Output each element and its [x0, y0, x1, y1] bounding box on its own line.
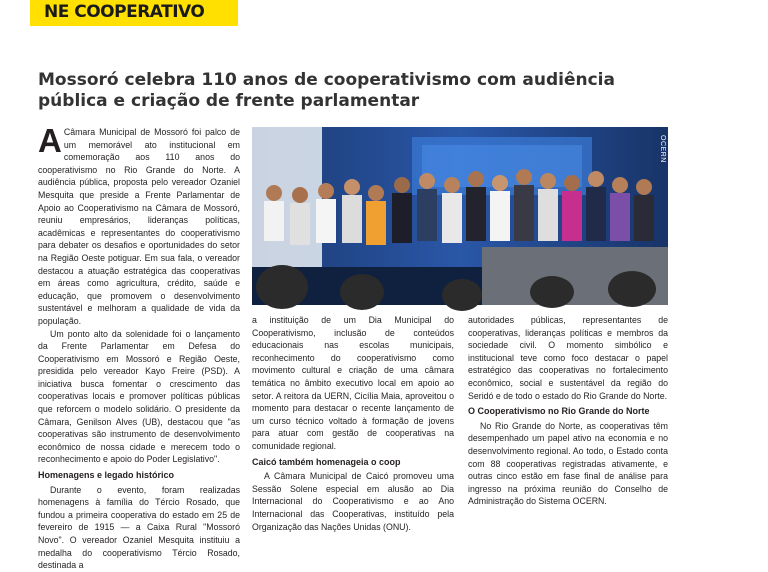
paragraph-text: Câmara Municipal de Mossoró foi palco de um memorável ato institucional em comemoração aos 110 anos do cooperativismo no Rio Grande do Norte. A audiência pública, proposta pelo vereador Ozaniel Mesquita que preside a Frente Parlamentar de Apoio ao Cooperativismo na Câmara de Mossoró, reuniu empresários, lideranças políticas, acadêmicas e representantes do cooperativismo para debater os desafios e oportunidades do setor na Região Oeste potiguar. Em sua fala, o vereador destacou a atuação estratégica das cooperativas em áreas como agricultura, crédito, saúde e educação, que promovem o desenvolvimento sustentável e melhoram a qualidade de vida da população. [38, 127, 240, 326]
section-label: NE COOPERATIVO [44, 2, 205, 22]
article-headline: Mossoró celebra 110 anos de cooperativismo com audiência pública e criação de frente parlamentar [38, 70, 615, 111]
article-column-3 [468, 314, 668, 507]
paragraph: A Câmara Municipal de Caicó promoveu uma Sessão Solene especial em alusão ao Dia Internacional do Cooperativismo e ao Ano Internacional das Cooperativas, instituído pela Organização das Nações Unidas (ONU). [252, 471, 454, 532]
article-photo [252, 127, 768, 339]
paragraph: No Rio Grande do Norte, as cooperativas têm desempenhado um papel ativo na economia e no desenvolvimento regional. Ao todo, o Estado conta com 88 cooperativas registradas ativamente, e outras cinco estão em fase final de análise para ingresso na próxima reunião do Conselho de Administração do Sistema OCERN. [468, 420, 668, 507]
section-tag [30, 0, 238, 26]
screen-text: RIO GRANDE DO NORTE [707, 279, 768, 339]
subheading: O Cooperativismo no Rio Grande do Norte [468, 406, 650, 417]
paragraph [38, 122, 240, 328]
drop-cap: A [38, 122, 62, 159]
photo-credit: OCERN [659, 135, 666, 163]
subheading: Homenagens e legado histórico [38, 470, 175, 481]
paragraph: a instituição de um Dia Municipal do Cooperativismo, inclusão de conteúdos educacionais nas escolas municipais, reconhecimento do cooperativismo como movimento cultural e criação de uma câmara temática no âmbito executivo local em apoio ao setor. A reitora da UERN, Cicília Maia, aproveitou o momento para destacar o recente lançamento de um curso técnico voltado à formação de jovens para atuar com gestão de cooperativas na comunidade regional. [252, 315, 454, 451]
article-column-1 [38, 122, 240, 571]
article-column-2 [252, 314, 454, 532]
subheading: Caicó também homenageia o coop [252, 456, 401, 467]
photo-illustration [252, 127, 668, 305]
paragraph: Durante o evento, foram realizadas homenagens à família do Tércio Rosado, que fundou a primeira cooperativa do estado em 25 de fevereiro de 1915 — a Caixa Rural "Mossoró Novo". O vereador Ozaniel Mesquita instituiu a medalha do cooperativismo Tércio Rosado, destinada a [38, 484, 240, 571]
paragraph: autoridades públicas, representantes de cooperativas, lideranças políticas e membros da sociedade civil. O momento simbólico e institucional teve como foco destacar o papel estratégico das cooperativas no fortalecimento econômico, social e sustentável da região do Seridó e de todo o estado do Rio Grande do Norte. [468, 315, 668, 401]
paragraph: Um ponto alto da solenidade foi o lançamento da Frente Parlamentar em Defesa do Cooperativismo em Mossoró e Região Oeste, presidida pelo vereador Kayo Freire (PSD). A iniciativa busca fomentar o crescimento das cooperativas locais e promover políticas públicas que reforcem o modelo solidário. O presidente da Câmara, Genilson Alves (UB), destacou que "as cooperativas são instrumento de desenvolvimento econômico de nossa cidade e merecem todo o reconhecimento e apoio do Poder Legislativo". [38, 328, 240, 465]
